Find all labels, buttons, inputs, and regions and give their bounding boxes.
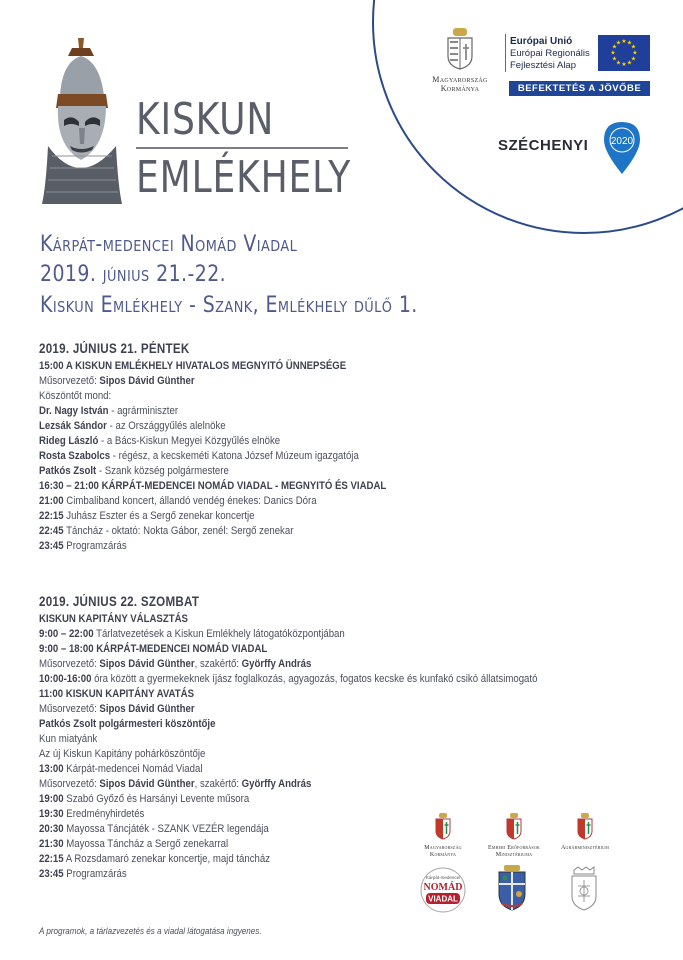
schedule-row: Rosta Szabolcs - régész, a kecskeméti Katona József Múzeum igazgatója: [39, 450, 359, 462]
schedule-row: Az új Kiskun Kapitány pohárköszöntője: [39, 748, 206, 760]
svg-text:★: ★: [615, 39, 622, 47]
schedule-row: 19:30 Eredményhirdetés: [39, 808, 145, 820]
hu-government-logo: [420, 26, 500, 93]
logo-divider: [136, 147, 348, 149]
partner-hu-gov-logo: Magyarország Kormánya: [412, 812, 474, 859]
svg-text:★: ★: [632, 49, 638, 57]
schedule-row: Kun miatyánk: [39, 733, 98, 745]
schedule-row: 21:00 Cimbaliband koncert, állandó vendég énekes: Danics Dóra: [39, 495, 317, 507]
partner-emmi-logo: Emberi Erőforrások Minisztériuma: [476, 812, 552, 859]
svg-text:★: ★: [615, 59, 622, 67]
befektetes-banner: BEFEKTETÉS A JÖVŐBE: [509, 81, 650, 96]
svg-text:★: ★: [621, 61, 627, 68]
helmet-logo-image: [38, 36, 126, 206]
schedule-row: Műsorvezető: Sipos Dávid Günther: [39, 375, 195, 387]
footnote: A programok, a tárlazvezetés és a viadal látogatása ingyenes.: [39, 926, 262, 936]
svg-text:★: ★: [626, 39, 633, 47]
schedule-row: 23:45 Programzárás: [39, 540, 127, 552]
schedule-row: 16:30 – 21:00 KÁRPÁT-MEDENCEI NOMÁD VIADAL - MEGNYITÓ ÉS VIADAL: [39, 480, 387, 492]
svg-text:★: ★: [611, 43, 618, 51]
schedule-row: Műsorvezető: Sipos Dávid Günther, szakértő: Györffy András: [39, 778, 312, 790]
day1-schedule: [39, 341, 386, 554]
county-coat-of-arms-icon: [496, 864, 528, 912]
headline-venue: Kiskun Emlékhely - Szank, Emlékhely dűlő 1.: [40, 293, 418, 318]
schedule-row: 23:45 Programzárás: [39, 868, 127, 880]
schedule-row: 20:30 Mayossa Táncjáték - SZANK VEZÉR legendája: [39, 823, 269, 835]
schedule-row: Dr. Nagy István - agrárminiszter: [39, 405, 179, 417]
hu-gov-label-1: Magyarország: [432, 75, 488, 84]
schedule-row: 9:00 – 18:00 KÁRPÁT-MEDENCEI NOMÁD VIADAL: [39, 643, 268, 655]
svg-text:★: ★: [630, 55, 637, 63]
nomad-viadal-logo: [418, 866, 468, 914]
schedule-row: Lezsák Sándor - az Országgyűlés alelnöke: [39, 420, 226, 432]
schedule-row: Rideg László - a Bács-Kiskun Megyei Közgyűlés elnöke: [39, 435, 281, 447]
logo-title-line2: EMLÉKHELY: [136, 152, 352, 203]
headline-dates: 2019. június 21.-22.: [40, 262, 227, 287]
partner-agrar-logo: Agrárminisztérium: [552, 812, 618, 852]
schedule-row: Műsorvezető: Sipos Dávid Günther: [39, 703, 195, 715]
schedule-row: 11:00 KISKUN KAPITÁNY AVATÁS: [39, 688, 195, 700]
schedule-row: 21:30 Mayossa Táncház a Sergő zenekarral: [39, 838, 229, 850]
eu-fund-text: [510, 36, 590, 72]
coat-of-arms-icon: [434, 812, 452, 840]
eu-line2: Európai Regionális: [510, 48, 590, 59]
schedule-row: Patkós Zsolt polgármesteri köszöntője: [39, 718, 216, 730]
svg-text:★: ★: [630, 43, 637, 51]
svg-text:NOMÁD: NOMÁD: [423, 882, 463, 893]
szechenyi-label: SZÉCHENYI: [498, 137, 589, 154]
schedule-row: 19:00 Szabó Győző és Harsányi Levente műsora: [39, 793, 250, 805]
szechenyi-year: 2020: [610, 136, 634, 147]
eu-line3: Fejlesztési Alap: [510, 60, 577, 71]
schedule-row: 22:15 Juhász Eszter és a Sergő zenekar koncertje: [39, 510, 255, 522]
svg-text:★: ★: [610, 49, 616, 57]
eu-separator: [505, 34, 506, 72]
svg-text:★: ★: [621, 38, 627, 45]
hu-gov-label-2: Kormánya: [440, 84, 480, 93]
schedule-row: 9:00 – 22:00 Tárlatvezetések a Kiskun Emlékhely látogatóközpontjában: [39, 628, 345, 640]
eu-line1: Európai Unió: [510, 36, 573, 47]
schedule-row: 22:15 A Rozsdamaró zenekar koncertje, majd táncház: [39, 853, 271, 865]
schedule-row: Műsorvezető: Sipos Dávid Günther, szakértő: Györffy András: [39, 658, 312, 670]
schedule-row: 13:00 Kárpát-medencei Nomád Viadal: [39, 763, 203, 775]
szechenyi-2020-pin-icon: [602, 120, 642, 176]
coat-of-arms-icon: [576, 812, 594, 840]
schedule-row: 10:00-16:00 óra között a gyermekeknek íjász foglalkozás, agyagozás, fogatos kecske és kunfakó csikó állatsimogató: [39, 673, 538, 685]
schedule-row: 15:00 A KISKUN EMLÉKHELY HIVATALOS MEGNYITÓ ÜNNEPSÉGE: [39, 360, 347, 372]
szank-coat-of-arms-icon: [568, 866, 600, 912]
eu-flag-icon: [598, 35, 650, 71]
logo-title-line1: KISKUN: [136, 94, 275, 145]
schedule-row: 22:45 Táncház - oktató: Nokta Gábor, zenél: Sergő zenekar: [39, 525, 294, 537]
hu-coat-of-arms-icon: [445, 26, 475, 70]
day1-title: 2019. JÚNIUS 21. PÉNTEK: [39, 341, 190, 356]
coat-of-arms-icon: [505, 812, 523, 840]
headline-event-name: Kárpát-medencei Nomád Viadal: [40, 232, 298, 257]
day2-title: 2019. JÚNIUS 22. SZOMBAT: [39, 594, 200, 609]
schedule-row: Köszöntőt mond:: [39, 390, 112, 402]
svg-text:VIADAL: VIADAL: [428, 894, 458, 904]
schedule-row: KISKUN KAPITÁNY VÁLASZTÁS: [39, 613, 188, 625]
svg-text:★: ★: [611, 55, 618, 63]
svg-text:★: ★: [626, 59, 633, 67]
svg-text:Kárpát-medencei: Kárpát-medencei: [425, 875, 461, 880]
schedule-row: Patkós Zsolt - Szank község polgármestere: [39, 465, 229, 477]
